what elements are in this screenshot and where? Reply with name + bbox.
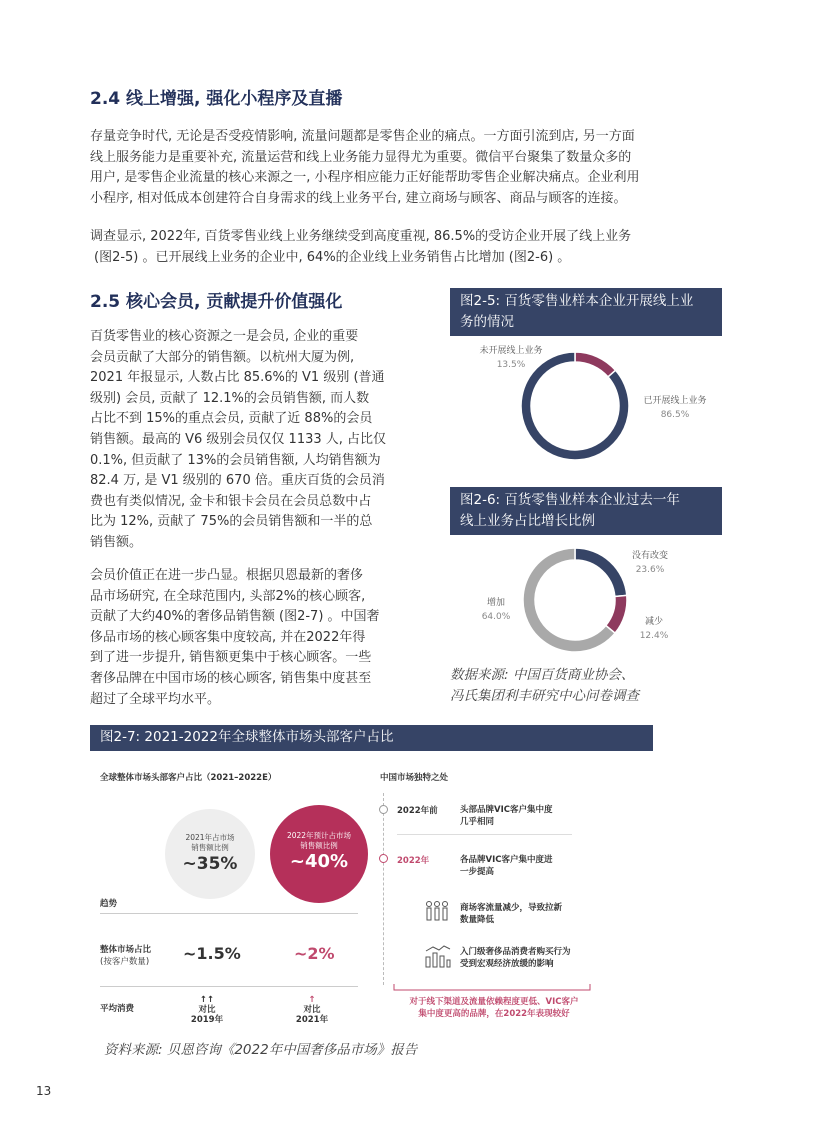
fig-2-7-left-heading: 全球整体市场头部客户占比（2021–2022E） <box>100 773 277 783</box>
section-2-5-paragraph-1 <box>90 327 420 554</box>
compare-label: 对比 <box>303 1005 321 1015</box>
timeline-year-2022: 2022年 <box>397 856 430 866</box>
timeline-text <box>460 804 552 828</box>
compare-year: 2021年 <box>295 1015 329 1025</box>
shoppers-icon <box>424 898 452 924</box>
timeline-text-line: 一步提高 <box>460 867 495 877</box>
text-line: 小程序, 相对低成本创建符合自身需求的线上业务平台, 建立商场与顾客、商品与顾客的连接。 <box>90 190 627 206</box>
data-label-category: 增加 <box>486 598 505 608</box>
text-line: 百货零售业的核心资源之一是会员, 企业的重要 <box>90 329 359 344</box>
text-line: 调查显示, 2022年, 百货零售业线上业务继续受到高度重视, 86.5%的受访企业开展了线上业务 <box>90 229 632 244</box>
circle-2021-share <box>165 809 255 899</box>
timeline-dot <box>379 805 388 814</box>
text-line: 级别) 会员, 贡献了 12.1%的会员销售额, 而人数 <box>90 390 370 406</box>
share-label-line: (按客户数量) <box>100 957 150 967</box>
figure-data-source <box>450 665 639 707</box>
data-label-value: 64.0% <box>481 612 511 622</box>
text-line: 线上服务能力是重要补充, 流量运营和线上业务能力显得尤为重要。微信平台聚集了数量众多的 <box>90 149 632 165</box>
fig-title-line: 线上业务占比增长比例 <box>460 513 595 529</box>
data-label-category: 未开展线上业务 <box>479 346 543 356</box>
timeline-year-pre-2022: 2022年前 <box>397 806 438 816</box>
text-line: 销售额。最高的 V6 级别会员仅仅 1133 人, 占比仅 <box>90 431 387 447</box>
text-line: 82.4 万, 是 V1 级别的 670 倍。重庆百货的会员消 <box>90 473 385 489</box>
timeline-text-line: 各品牌VIC客户集中度进 <box>460 855 553 865</box>
source-line: 冯氏集团利丰研究中心问卷调查 <box>450 688 639 704</box>
section-2-4-paragraph-1 <box>90 127 740 209</box>
divider <box>397 834 572 835</box>
conclusion-line: 对于线下渠道及流量依赖程度更低、VIC客户 <box>409 997 579 1007</box>
text-line: 到了进一步提升, 销售额更集中于核心顾客。一些 <box>90 650 372 666</box>
avg-spend-label: 平均消费 <box>100 1004 135 1014</box>
fig-2-7-title-bar: 图2-7: 2021-2022年全球整体市场头部客户占比 <box>90 725 653 751</box>
section-2-4-paragraph-2 <box>90 227 740 268</box>
fig-2-7-right-heading: 中国市场独特之处 <box>380 773 449 783</box>
text-line: 比为 12%, 贡献了 75%的会员销售额和一半的总 <box>90 514 373 530</box>
text-line: 贡献了大约40%的奢侈品销售额 (图2-7) 。中国奢 <box>90 609 380 625</box>
conclusion-text <box>396 996 592 1020</box>
section-2-5-paragraph-2 <box>90 566 420 710</box>
text-line: 超过了全球平均水平。 <box>90 691 221 707</box>
circle-label: 2022年预计占市场 <box>286 831 352 840</box>
text-line: 会员贡献了大部分的销售额。以杭州大厦为例, <box>90 349 355 365</box>
circle-value: ~40% <box>289 851 349 872</box>
data-label-value: 23.6% <box>635 565 665 575</box>
text-line: (图2-5) 。已开展线上业务的企业中, 64%的企业线上业务销售占比增加 (图2-6) 。 <box>94 249 571 265</box>
data-label-category: 减少 <box>644 617 663 627</box>
fig-2-7-source: 资料来源: 贝恩咨询《2022年中国奢侈品市场》报告 <box>104 1042 418 1058</box>
compare-2019 <box>187 995 227 1025</box>
share-label <box>100 944 151 968</box>
fig-2-6-label-increase <box>474 596 518 624</box>
data-label-value: 12.4% <box>639 631 669 641</box>
data-label-category: 已开展线上业务 <box>643 396 707 406</box>
fig-2-5-label-not-online <box>463 344 559 372</box>
timeline-text-line: 数量降低 <box>460 915 495 925</box>
timeline-text <box>460 946 571 970</box>
divider <box>100 986 358 987</box>
text-line: 费也有类似情况, 金卡和银卡会员在会员总数中占 <box>90 493 372 509</box>
fig-title-line: 图2-6: 百货零售业样本企业过去一年 <box>460 492 680 508</box>
circle-label: 2021年占市场 <box>185 833 235 842</box>
up-arrows-icon: ↑↑ <box>199 995 215 1005</box>
circle-label: 销售额比例 <box>191 843 229 852</box>
timeline-text <box>460 902 562 926</box>
compare-year: 2019年 <box>190 1015 224 1025</box>
timeline-line <box>383 793 384 985</box>
compare-label: 对比 <box>198 1005 216 1015</box>
share-2021-value: ~1.5% <box>183 944 241 963</box>
text-line: 奢侈品牌在中国市场的核心顾客, 销售集中度甚至 <box>90 670 372 686</box>
text-line: 品市场研究, 在全球范围内, 头部2%的核心顾客, <box>90 588 366 604</box>
text-line: 侈品市场的核心顾客集中度较高, 并在2022年得 <box>90 629 366 645</box>
text-line: 0.1%, 但贡献了 13%的会员销售额, 人均销售额为 <box>90 452 381 468</box>
text-line: 销售额。 <box>90 534 143 550</box>
page-number: 13 <box>36 1084 52 1098</box>
compare-2021 <box>292 995 332 1025</box>
fig-2-5-title-bar <box>450 288 722 336</box>
conclusion-line: 集中度更高的品牌，在2022年表现较好 <box>418 1009 570 1019</box>
data-label-category: 没有改变 <box>631 551 668 561</box>
fig-title-line: 务的情况 <box>460 314 514 330</box>
text-line: 会员价值正在进一步凸显。根据贝恩最新的奢侈 <box>90 568 364 583</box>
text-line: 用户, 是零售企业流量的核心来源之一, 小程序相应能力正好能帮助零售企业解决痛点。企业利用 <box>90 170 640 186</box>
share-2022-value: ~2% <box>294 944 335 963</box>
data-label-value: 13.5% <box>496 360 526 370</box>
section-2-4-title: 2.4 线上增强, 强化小程序及直播 <box>90 89 343 109</box>
fig-2-6-label-no-change <box>620 549 680 577</box>
declining-bar-chart-icon <box>424 943 452 969</box>
timeline-text-line: 入门级奢侈品消费者购买行为 <box>460 947 571 957</box>
timeline-text-line: 受到宏观经济放缓的影响 <box>460 959 554 969</box>
donut-slice-0 <box>575 352 616 377</box>
fig-title-line: 图2-5: 百货零售业样本企业开展线上业 <box>460 293 694 309</box>
text-line: 占比不到 15%的重点会员, 贡献了近 88%的会员 <box>90 411 373 427</box>
circle-value: ~35% <box>182 854 238 874</box>
section-2-5-title: 2.5 核心会员, 贡献提升价值强化 <box>90 292 343 312</box>
timeline-text-line: 头部品牌VIC客户集中度 <box>460 805 553 815</box>
divider <box>100 913 358 914</box>
circle-2022-share <box>270 805 368 903</box>
share-label-line: 整体市场占比 <box>100 945 152 955</box>
timeline-text-line: 几乎相同 <box>460 817 495 827</box>
timeline-text <box>460 854 552 878</box>
fig-2-6-label-decrease <box>632 615 676 643</box>
text-line: 存量竞争时代, 无论是否受疫情影响, 流量问题都是零售企业的痛点。一方面引流到店, 另一方面 <box>90 129 635 144</box>
fig-2-5-label-online <box>630 394 720 422</box>
timeline-text-line: 商场客流量减少，导致拉新 <box>460 903 563 913</box>
up-arrow-icon: ↑ <box>308 995 316 1005</box>
trend-label: 趋势 <box>100 899 118 909</box>
fig-2-6-title-bar <box>450 487 722 535</box>
text-line: 2021 年报显示, 人数占比 85.6%的 V1 级别 (普通 <box>90 370 385 386</box>
circle-label: 销售额比例 <box>300 841 338 850</box>
conclusion-bracket <box>392 982 592 994</box>
source-line: 数据来源: 中国百货商业协会、 <box>450 667 635 683</box>
timeline-dot <box>379 854 388 863</box>
data-label-value: 86.5% <box>660 410 690 420</box>
